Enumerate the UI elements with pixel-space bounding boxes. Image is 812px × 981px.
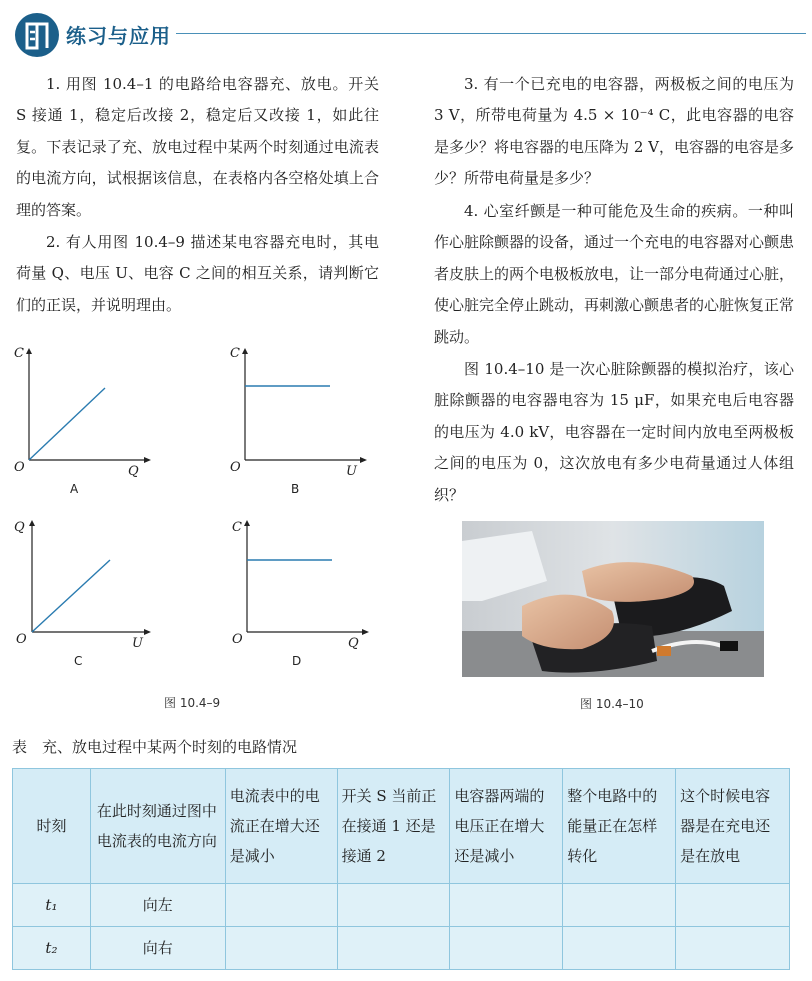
table-header: 电流表中的电流正在增大还是减小 <box>225 769 337 884</box>
table-cell-empty[interactable] <box>450 884 563 927</box>
table-cell-empty[interactable] <box>337 927 450 970</box>
table-header: 时刻 <box>13 769 91 884</box>
graph-d <box>232 520 372 670</box>
table-header: 开关 S 当前正在接通 1 还是接通 2 <box>337 769 450 884</box>
graph-c-y-label: Q <box>14 520 25 535</box>
table-row <box>13 884 790 927</box>
table-cell-empty[interactable] <box>563 884 676 927</box>
table-header: 这个时候电容器是在充电还是在放电 <box>676 769 790 884</box>
graph-a-caption: A <box>70 482 79 496</box>
question-1: 1. 用图 10.4–1 的电路给电容器充、放电。开关 S 接通 1，稳定后改接 2，稳定后又改接 1，如此往复。下表记录了充、放电过程中某两个时刻通过电流表的电流方向，试根据该信息，在表格内各空格处填上合理的答案。 <box>16 75 379 219</box>
graph-b-caption: B <box>291 482 300 496</box>
graph-c <box>14 520 154 670</box>
graph-a-line <box>29 388 105 460</box>
graph-d-origin: O <box>232 632 243 647</box>
graph-c-x-label: U <box>132 636 143 651</box>
table-cell-empty[interactable] <box>676 927 790 970</box>
table-cell-empty[interactable] <box>337 884 450 927</box>
graph-a-y-label: C <box>14 346 24 361</box>
graph-a <box>14 348 154 498</box>
question-2: 2. 有人用图 10.4–9 描述某电容器充电时，其电荷量 Q、电压 U、电容 C 之间的相互关系，请判断它们的正误，并说明理由。 <box>16 233 379 314</box>
question-4: 4. 心室纤颤是一种可能危及生命的疾病。一种叫作心脏除颤器的设备，通过一个充电的电容器对心颤患者皮肤上的两个电极板放电，让一部分电荷通过心脏，使心脏完全停止跳动，再刺激心颤患者的心脏恢复正常跳动。 <box>434 202 795 346</box>
table-cell-direction: 向右 <box>90 927 225 970</box>
graph-b-origin: O <box>230 460 241 475</box>
graph-c-origin: O <box>16 632 27 647</box>
section-title: 练习与应用 <box>66 24 171 48</box>
section-icon <box>14 12 60 58</box>
header-divider <box>176 33 806 34</box>
table-cell-empty[interactable] <box>676 884 790 927</box>
table-cell-empty[interactable] <box>563 927 676 970</box>
graph-d-caption: D <box>292 654 302 668</box>
table-header: 整个电路中的能量正在怎样转化 <box>563 769 676 884</box>
table-title: 表 充、放电过程中某两个时刻的电路情况 <box>12 738 298 756</box>
graph-c-line <box>32 560 110 632</box>
table-row <box>13 927 790 970</box>
table-cell-direction: 向左 <box>90 884 225 927</box>
graph-b-x-label: U <box>346 464 357 479</box>
graph-c-caption: C <box>74 654 83 668</box>
graph-d-x-label: Q <box>348 636 359 651</box>
table-cell-empty[interactable] <box>225 927 337 970</box>
table-header: 在此时刻通过图中电流表的电流方向 <box>90 769 225 884</box>
table-header: 电容器两端的电压正在增大还是减小 <box>450 769 563 884</box>
table-cell-time: t₂ <box>13 927 91 970</box>
figure-10-caption: 图 10.4–10 <box>580 697 644 711</box>
table-cell-empty[interactable] <box>450 927 563 970</box>
graph-b <box>230 348 370 498</box>
graph-d-y-label: C <box>232 520 242 535</box>
table-header-row <box>13 769 790 884</box>
figure-9-caption: 图 10.4–9 <box>164 696 221 710</box>
question-3: 3. 有一个已充电的电容器，两极板之间的电压为 3 V，所带电荷量为 4.5 × 10⁻⁴ C，此电容器的电容是多少？将电容器的电压降为 2 V，电容器的电容是多少？所带电荷量是多少？ <box>434 75 794 188</box>
graph-b-y-label: C <box>230 346 240 361</box>
table-cell-time: t₁ <box>13 884 91 927</box>
table-cell-empty[interactable] <box>225 884 337 927</box>
graph-a-origin: O <box>14 460 25 475</box>
graph-a-x-label: Q <box>128 464 139 479</box>
question-4-detail: 图 10.4–10 是一次心脏除颤器的模拟治疗，该心脏除颤器的电容器电容为 15 μF，如果充电后电容器的电压为 4.0 kV，电容器在一定时间内放电至两极板之间的电压为 0，这次放电有多少电荷量通过人体组织？ <box>434 360 794 504</box>
defibrillator-photo <box>462 521 764 677</box>
circuit-table <box>12 768 790 970</box>
